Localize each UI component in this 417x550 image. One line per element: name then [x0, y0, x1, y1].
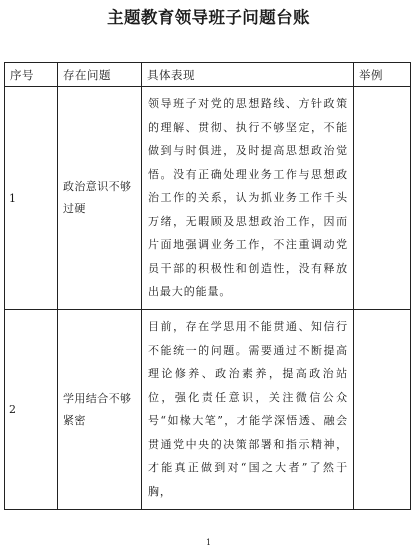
row-example — [354, 310, 411, 510]
row-detail: 领导班子对党的思想路线、方针政策的理解、贯彻、执行不够坚定，不能做到与时俱进，及时提高思想政治觉悟。没有正确处理业务工作与思想政治工作的关系，认为抓业务工作千头万绪，无暇顾及思想政治工作，因而片面地强调业务工作，不注重调动党员干部的积极性和创造性，没有释放出最大的能量。 — [142, 87, 354, 310]
table-row — [5, 87, 411, 310]
row-detail: 目前，存在学思用不能贯通、知信行不能统一的问题。需要通过不断提高理论修养、政治素养，提高政治站位，强化责任意识，关注微信公众号“如椽大笔”，才能学深悟透、融会贯通党中央的决策部署和指示精神，才能真正做到对“国之大者”了然于胸， — [142, 310, 354, 510]
row-no: 2 — [5, 310, 58, 510]
table-row — [5, 310, 411, 510]
header-example: 举例 — [354, 63, 411, 87]
page-title: 主题教育领导班子问题台账 — [107, 8, 310, 27]
row-no: 1 — [5, 87, 58, 310]
page-number: 1 — [205, 538, 212, 547]
table-header-row — [5, 63, 411, 87]
row-issue: 政治意识不够过硬 — [58, 87, 142, 310]
row-issue: 学用结合不够紧密 — [58, 310, 142, 510]
problem-ledger-table — [4, 62, 411, 510]
header-no: 序号 — [5, 63, 58, 87]
header-detail: 具体表现 — [142, 63, 354, 87]
row-example — [354, 87, 411, 310]
header-issue: 存在问题 — [58, 63, 142, 87]
